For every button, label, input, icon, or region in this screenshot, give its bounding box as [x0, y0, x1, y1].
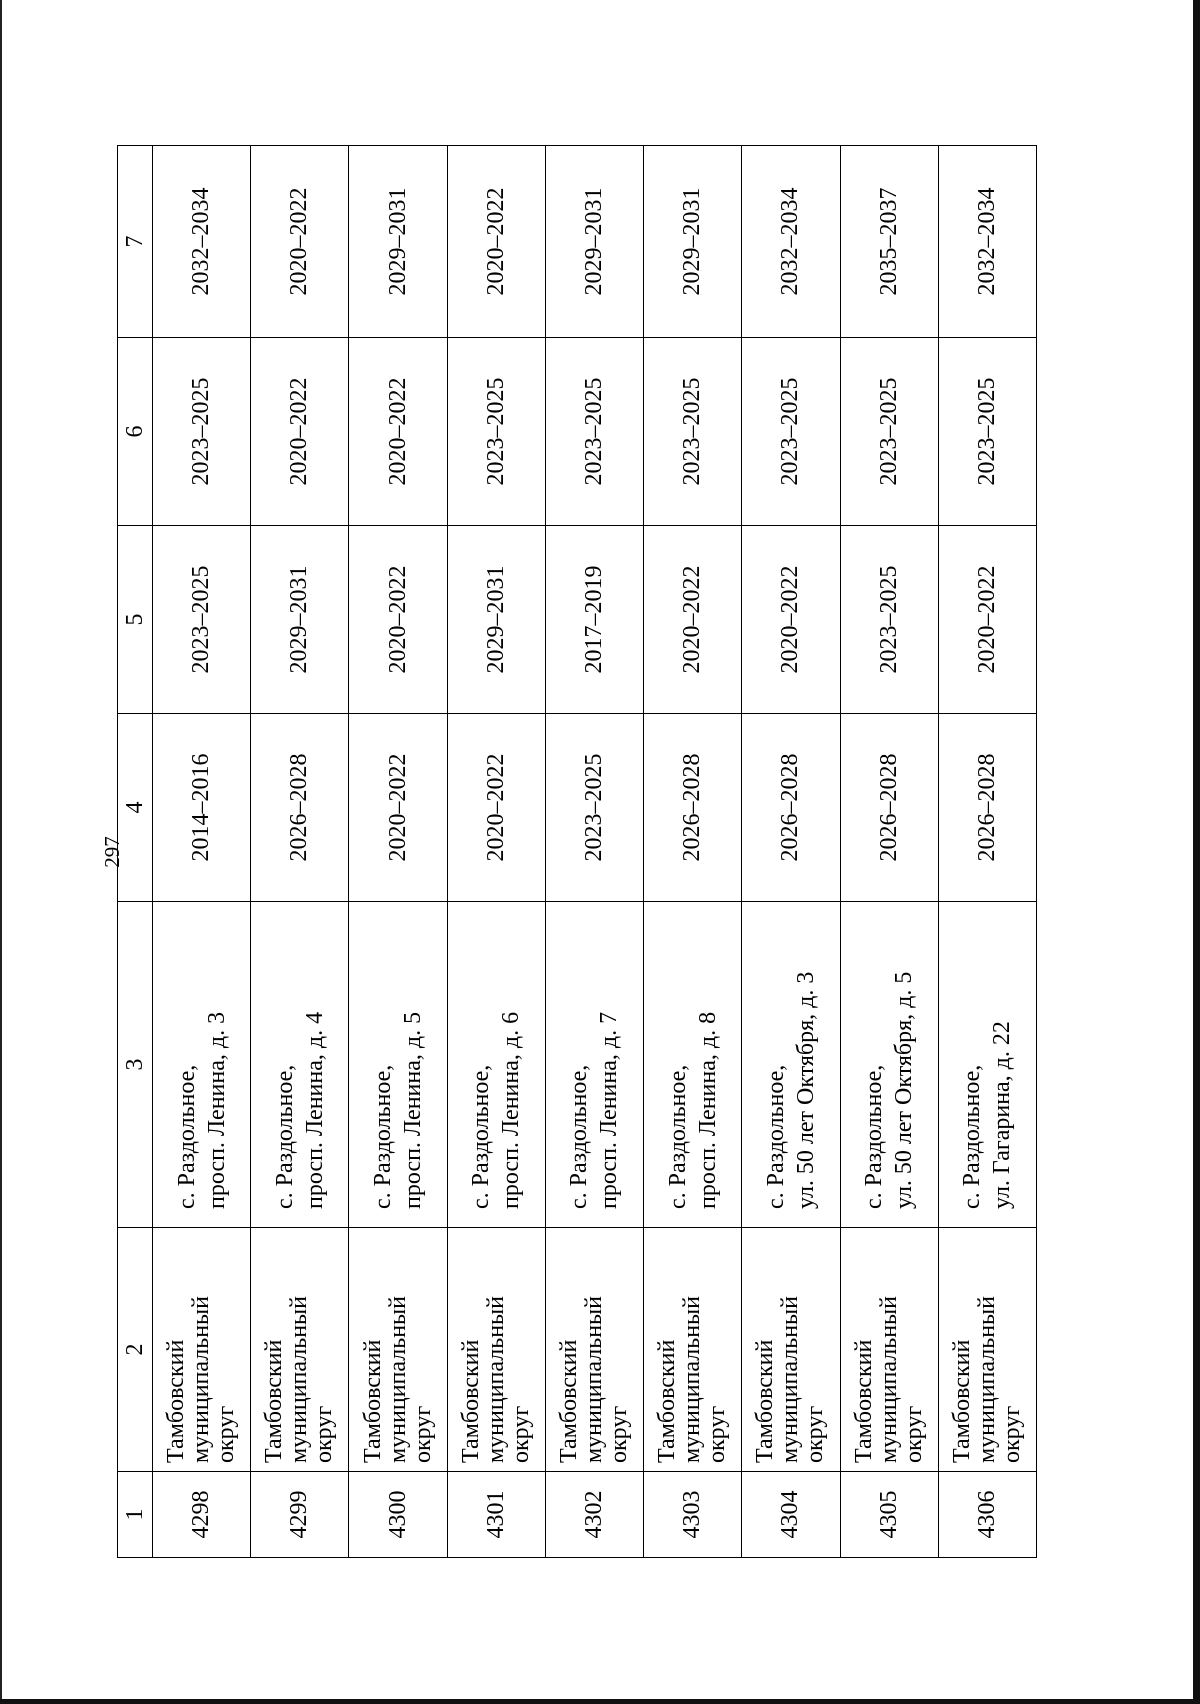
address-cell [349, 902, 447, 1228]
district-line: округ [311, 1405, 338, 1463]
district-line: Тамбовский [948, 1339, 975, 1463]
district-cell [545, 1228, 643, 1472]
address-cell [153, 902, 251, 1228]
address-cell [742, 902, 840, 1228]
district-line: Тамбовский [359, 1339, 386, 1463]
period-cell-5: 2020–2022 [742, 526, 840, 714]
district-line: округ [704, 1405, 731, 1463]
period-cell-6: 2020–2022 [349, 338, 447, 526]
address-line: с. Раздольное, [664, 1064, 691, 1209]
address-line: с. Раздольное, [566, 1064, 593, 1209]
period-cell-5: 2023–2025 [153, 526, 251, 714]
period-cell-4: 2020–2022 [349, 714, 447, 902]
row-number: 4301 [447, 1472, 545, 1558]
address-line: ул. 50 лет Октября, д. 3 [792, 971, 819, 1209]
district-line: Тамбовский [555, 1339, 582, 1463]
district-line: Тамбовский [163, 1339, 190, 1463]
district-line: округ [507, 1405, 534, 1463]
period-cell-4: 2023–2025 [545, 714, 643, 902]
district-line: Тамбовский [850, 1339, 877, 1463]
district-line: округ [605, 1405, 632, 1463]
address-cell [545, 902, 643, 1228]
table-header [118, 146, 153, 1558]
district-cell [251, 1228, 349, 1472]
district-line: округ [213, 1405, 240, 1463]
address-line: ул. 50 лет Октября, д. 5 [891, 971, 918, 1209]
address-line: с. Раздольное, [173, 1064, 200, 1209]
register-table [117, 145, 1037, 1558]
period-cell-7: 2020–2022 [447, 146, 545, 338]
row-number: 4298 [153, 1472, 251, 1558]
address-cell [938, 902, 1036, 1228]
address-line: просп. Ленина, д. 7 [596, 1011, 623, 1209]
right-edge-line [1193, 0, 1200, 1704]
period-cell-7: 2032–2034 [153, 146, 251, 338]
address-line: ул. Гагарина, д. 22 [989, 1021, 1016, 1209]
period-cell-6: 2023–2025 [153, 338, 251, 526]
period-cell-4: 2026–2028 [840, 714, 938, 902]
district-line: округ [998, 1405, 1025, 1463]
district-line: муниципальный [973, 1295, 1000, 1463]
bottom-edge-line [0, 1699, 1200, 1704]
address-line: с. Раздольное, [468, 1064, 495, 1209]
period-cell-6: 2023–2025 [644, 338, 742, 526]
district-line: округ [802, 1405, 829, 1463]
period-cell-5: 2020–2022 [644, 526, 742, 714]
district-line: муниципальный [875, 1295, 902, 1463]
address-line: с. Раздольное, [762, 1064, 789, 1209]
period-cell-7: 2029–2031 [644, 146, 742, 338]
district-cell [840, 1228, 938, 1472]
district-line: Тамбовский [261, 1339, 288, 1463]
address-line: просп. Ленина, д. 3 [203, 1011, 230, 1209]
address-line: с. Раздольное, [370, 1064, 397, 1209]
district-line: Тамбовский [457, 1339, 484, 1463]
address-cell [840, 902, 938, 1228]
district-line: муниципальный [580, 1295, 607, 1463]
period-cell-7: 2020–2022 [251, 146, 349, 338]
column-header: 6 [118, 338, 153, 526]
row-number: 4306 [938, 1472, 1036, 1558]
district-line: округ [900, 1405, 927, 1463]
period-cell-6: 2023–2025 [938, 338, 1036, 526]
column-header: 5 [118, 526, 153, 714]
district-line: муниципальный [384, 1295, 411, 1463]
column-header: 3 [118, 902, 153, 1228]
row-number: 4302 [545, 1472, 643, 1558]
period-cell-5: 2029–2031 [447, 526, 545, 714]
address-cell [251, 902, 349, 1228]
period-cell-7: 2032–2034 [742, 146, 840, 338]
rotated-table-container [117, 146, 1037, 1558]
period-cell-6: 2020–2022 [251, 338, 349, 526]
table-row [938, 146, 1036, 1558]
period-cell-6: 2023–2025 [545, 338, 643, 526]
column-header: 4 [118, 714, 153, 902]
district-line: муниципальный [482, 1295, 509, 1463]
table-row [742, 146, 840, 1558]
district-line: Тамбовский [752, 1339, 779, 1463]
row-number: 4303 [644, 1472, 742, 1558]
table-row [644, 146, 742, 1558]
period-cell-4: 2026–2028 [251, 714, 349, 902]
table-row [349, 146, 447, 1558]
period-cell-7: 2029–2031 [349, 146, 447, 338]
table-row [840, 146, 938, 1558]
period-cell-4: 2014–2016 [153, 714, 251, 902]
period-cell-6: 2023–2025 [742, 338, 840, 526]
period-cell-6: 2023–2025 [840, 338, 938, 526]
district-cell [644, 1228, 742, 1472]
period-cell-4: 2026–2028 [644, 714, 742, 902]
table-body [153, 146, 1037, 1558]
period-cell-5: 2020–2022 [349, 526, 447, 714]
period-cell-5: 2023–2025 [840, 526, 938, 714]
column-header: 7 [118, 146, 153, 338]
table-row [545, 146, 643, 1558]
row-number: 4305 [840, 1472, 938, 1558]
address-line: просп. Ленина, д. 6 [498, 1011, 525, 1209]
left-edge-line [0, 0, 2, 1704]
address-cell [644, 902, 742, 1228]
period-cell-6: 2023–2025 [447, 338, 545, 526]
address-line: с. Раздольное, [861, 1064, 888, 1209]
district-line: Тамбовский [654, 1339, 681, 1463]
period-cell-7: 2029–2031 [545, 146, 643, 338]
table-row [153, 146, 251, 1558]
address-line: просп. Ленина, д. 4 [301, 1011, 328, 1209]
district-line: муниципальный [188, 1295, 215, 1463]
period-cell-5: 2017–2019 [545, 526, 643, 714]
period-cell-7: 2035–2037 [840, 146, 938, 338]
address-line: с. Раздольное, [959, 1064, 986, 1209]
period-cell-4: 2020–2022 [447, 714, 545, 902]
district-cell [153, 1228, 251, 1472]
district-line: муниципальный [679, 1295, 706, 1463]
period-cell-5: 2029–2031 [251, 526, 349, 714]
row-number: 4300 [349, 1472, 447, 1558]
address-line: с. Раздольное, [271, 1064, 298, 1209]
district-cell [938, 1228, 1036, 1472]
header-row [118, 146, 153, 1558]
period-cell-5: 2020–2022 [938, 526, 1036, 714]
row-number: 4304 [742, 1472, 840, 1558]
page-number: 297 [100, 836, 124, 868]
table-row [447, 146, 545, 1558]
address-line: просп. Ленина, д. 5 [400, 1011, 427, 1209]
row-number: 4299 [251, 1472, 349, 1558]
column-header: 1 [118, 1472, 153, 1558]
column-header: 2 [118, 1228, 153, 1472]
address-line: просп. Ленина, д. 8 [694, 1011, 721, 1209]
period-cell-7: 2032–2034 [938, 146, 1036, 338]
period-cell-4: 2026–2028 [938, 714, 1036, 902]
district-line: муниципальный [286, 1295, 313, 1463]
district-line: округ [409, 1405, 436, 1463]
table-row [251, 146, 349, 1558]
period-cell-4: 2026–2028 [742, 714, 840, 902]
district-cell [742, 1228, 840, 1472]
district-line: муниципальный [777, 1295, 804, 1463]
district-cell [349, 1228, 447, 1472]
district-cell [447, 1228, 545, 1472]
address-cell [447, 902, 545, 1228]
